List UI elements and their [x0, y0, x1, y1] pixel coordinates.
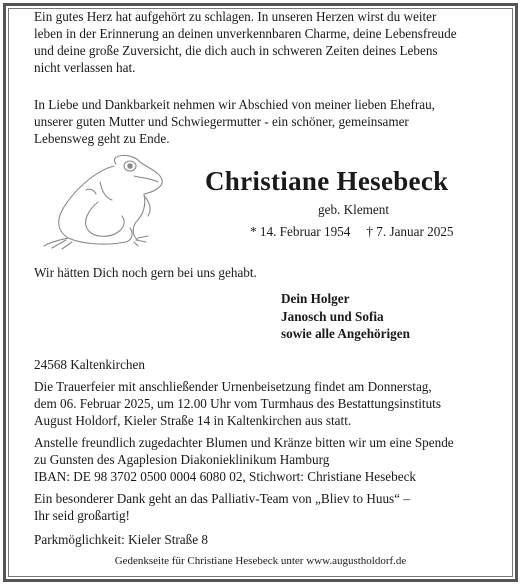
frog-drawing-icon [38, 152, 172, 250]
funeral-paragraph [34, 378, 441, 429]
birth-date: * 14. Februar 1954 [250, 224, 351, 239]
thanks-paragraph [34, 490, 410, 524]
donation-paragraph [34, 434, 454, 485]
intro-line: leben in der Erinnerung an deinen unverkennbaren Charme, deine Lebensfreude [34, 26, 457, 41]
funeral-line: August Holdorf, Kieler Straße 14 in Kaltenkirchen aus statt. [34, 413, 352, 428]
wish-line: Wir hätten Dich noch gern bei uns gehabt. [34, 265, 257, 280]
intro-line: und deine große Zuversicht, die dich auch in schweren Zeiten deines Lebens [34, 43, 438, 58]
signatories [281, 290, 410, 343]
birth-name: geb. Klement [318, 202, 390, 217]
donation-line: IBAN: DE 98 3702 0500 0004 6080 02, Stichwort: Christiane Hesebeck [34, 469, 417, 484]
intro-paragraph [34, 8, 457, 76]
donation-line: Anstelle freundlich zugedachter Blumen und Kränze bitten wir um eine Spende [34, 435, 454, 450]
signatory-line: Janosch und Sofia [281, 308, 384, 324]
deceased-name: Christiane Hesebeck [205, 166, 449, 196]
intro-line: Ein gutes Herz hat aufgehört zu schlagen. In unseren Herzen wirst du weiter [34, 9, 437, 24]
farewell-paragraph [34, 96, 435, 147]
signatory-line: Dein Holger [281, 291, 350, 306]
farewell-line: unserer guten Mutter und Schwiegermutter - ein schöner, gemeinsamer [34, 114, 409, 129]
thanks-line: Ein besonderer Dank geht an das Palliativ-Team von „Bliev to Huus“ – [34, 491, 410, 506]
funeral-line: dem 06. Februar 2025, um 12.00 Uhr vom Turmhaus des Bestattungsinstituts [34, 396, 441, 411]
farewell-line: In Liebe und Dankbarkeit nehmen wir Abschied von meiner lieben Ehefrau, [34, 97, 435, 112]
thanks-line: Ihr seid großartig! [34, 508, 130, 523]
city-line: 24568 Kaltenkirchen [34, 357, 145, 372]
life-dates [250, 224, 454, 240]
donation-line: zu Gunsten des Agaplesion Diakonieklinikum Hamburg [34, 452, 330, 467]
signatory-line: sowie alle Angehörigen [281, 326, 410, 341]
parking-line: Parkmöglichkeit: Kieler Straße 8 [34, 532, 208, 547]
intro-line: nicht verlassen hat. [34, 60, 136, 75]
farewell-line: Lebensweg geht zu Ende. [34, 131, 170, 146]
memorial-page-footer: Gedenkseite für Christiane Hesebeck unter www.augustholdorf.de [114, 555, 407, 567]
funeral-line: Die Trauerfeier mit anschließender Urnenbeisetzung findet am Donnerstag, [34, 379, 432, 394]
death-date: † 7. Januar 2025 [366, 224, 454, 239]
